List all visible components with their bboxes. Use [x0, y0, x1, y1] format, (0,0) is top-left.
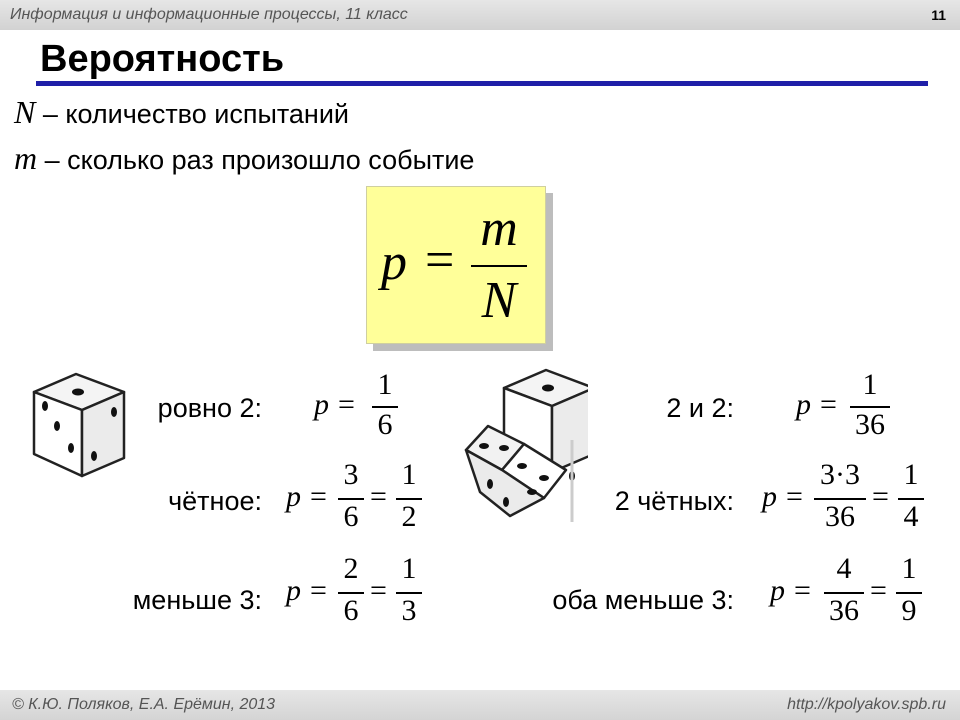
slide-number: 11 — [931, 7, 946, 23]
definition-n — [14, 94, 349, 131]
single-exactly-2-label: ровно 2: — [157, 393, 262, 423]
two-both-2-den: 36 — [855, 408, 885, 441]
single-even-eq2: = — [370, 480, 387, 513]
two-less-3-den1: 36 — [829, 594, 859, 627]
footer-copyright: © К.Ю. Поляков, Е.А. Ерёмин, 2013 — [12, 696, 276, 713]
two-less-3-label: оба меньше 3: — [552, 585, 734, 615]
single-less-3-num2: 1 — [401, 552, 417, 585]
two-even-formula — [762, 458, 932, 534]
single-less-3-formula — [286, 552, 436, 628]
definition-m — [14, 140, 474, 177]
two-both-2-lhs: p — [796, 388, 811, 421]
two-both-2-eq: = — [820, 388, 837, 421]
single-even-label: чётное: — [168, 486, 262, 516]
main-formula-denominator: N — [481, 272, 517, 329]
two-less-3-num1: 4 — [836, 552, 852, 585]
two-even-eq2: = — [872, 480, 889, 513]
single-less-3-den2: 3 — [401, 594, 417, 627]
single-even-num1: 3 — [343, 458, 359, 491]
single-less-3-den1: 6 — [343, 594, 359, 627]
two-both-2-formula — [796, 368, 906, 444]
two-less-3-eq2: = — [870, 574, 887, 607]
two-even-label: 2 чётных: — [614, 486, 734, 516]
page-title: Вероятность — [40, 38, 285, 80]
footer-bar — [0, 690, 960, 720]
definition-m-symbol: m — [14, 140, 38, 176]
single-even-eq: = — [310, 480, 327, 513]
two-less-3-formula — [770, 552, 930, 628]
title-underline — [36, 81, 928, 86]
two-both-2-label: 2 и 2: — [666, 393, 734, 423]
two-less-3-den2: 9 — [901, 594, 917, 627]
main-formula-box — [366, 186, 546, 344]
definition-m-text: – сколько раз произошло событие — [37, 145, 475, 175]
main-formula-eq: = — [425, 232, 455, 289]
single-less-3-label: меньше 3: — [132, 585, 262, 615]
single-even-lhs: p — [286, 480, 301, 513]
footer-url[interactable]: http://kpolyakov.spb.ru — [787, 696, 946, 713]
main-formula-lhs: p — [381, 234, 407, 291]
two-less-3-lhs: p — [770, 574, 785, 607]
two-even-num2: 1 — [903, 458, 919, 491]
two-less-3-eq: = — [794, 574, 811, 607]
main-formula-numerator: m — [480, 200, 518, 257]
two-even-lhs: p — [762, 480, 777, 513]
single-even-den1: 6 — [343, 500, 359, 533]
two-even-num1: 3·3 — [820, 458, 860, 491]
single-exactly-2-lhs: p — [314, 388, 329, 421]
header-bar — [0, 0, 960, 30]
single-even-num2: 1 — [401, 458, 417, 491]
two-even-eq: = — [786, 480, 803, 513]
two-even-den2: 4 — [903, 500, 919, 533]
single-less-3-eq2: = — [370, 574, 387, 607]
course-title: Информация и информационные процессы, 11 класс — [10, 6, 408, 23]
two-both-2-num: 1 — [862, 368, 878, 401]
two-less-3-num2: 1 — [901, 552, 917, 585]
single-less-3-lhs: p — [286, 574, 301, 607]
single-exactly-2-eq: = — [338, 388, 355, 421]
single-exactly-2-num: 1 — [377, 368, 393, 401]
definition-n-symbol: N — [14, 94, 36, 130]
single-less-3-eq: = — [310, 574, 327, 607]
single-even-formula — [286, 458, 436, 534]
single-die-image — [26, 370, 136, 482]
two-even-den1: 36 — [825, 500, 855, 533]
single-even-den2: 2 — [401, 500, 417, 533]
single-less-3-num1: 2 — [343, 552, 359, 585]
single-exactly-2-den: 6 — [377, 408, 393, 441]
single-exactly-2-formula — [314, 368, 424, 444]
main-formula-fraction-bar — [471, 265, 527, 267]
definition-n-text: – количество испытаний — [35, 99, 350, 129]
